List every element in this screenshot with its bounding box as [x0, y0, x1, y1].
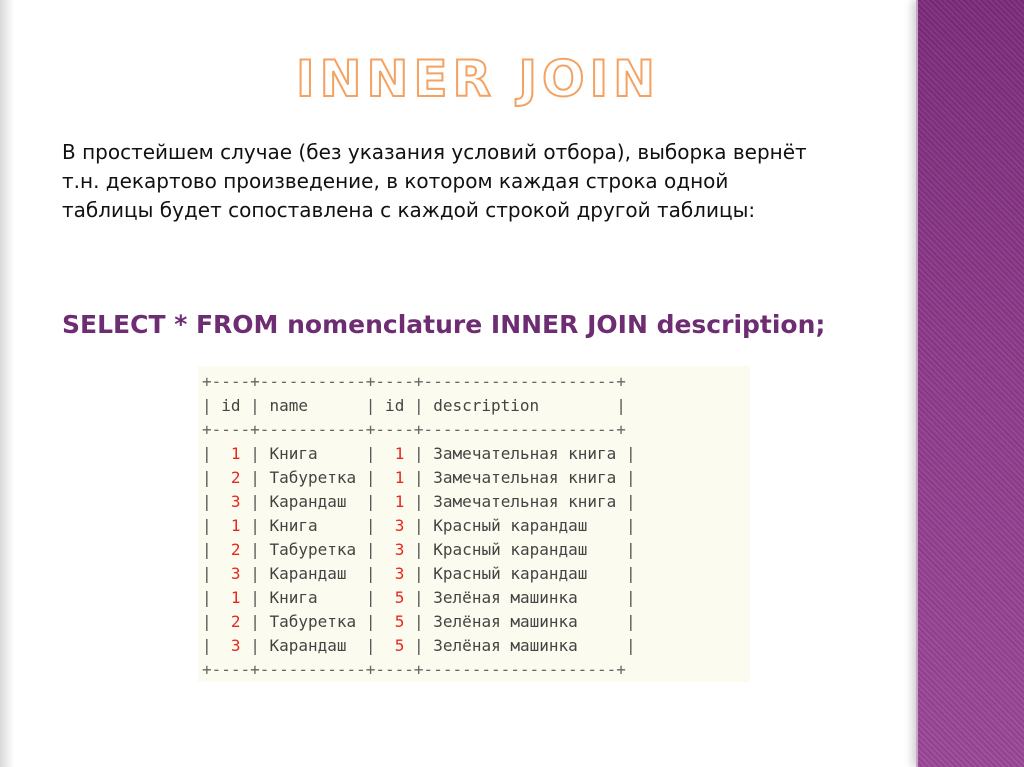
- cell-id: 2: [230, 612, 241, 631]
- cell-id: 5: [394, 636, 405, 655]
- cell-description: Зелёная машинка: [433, 612, 617, 631]
- table-row: | 1 | Книга | 5 | Зелёная машинка |: [202, 588, 636, 607]
- decorative-side-band: [916, 0, 1024, 767]
- cell-id: 1: [230, 516, 241, 535]
- table-row: | 3 | Карандаш | 5 | Зелёная машинка |: [202, 636, 636, 655]
- table-row: | 2 | Табуретка | 3 | Красный карандаш |: [202, 540, 636, 559]
- cell-name: Табуретка: [269, 612, 357, 631]
- table-row: | 3 | Карандаш | 3 | Красный карандаш |: [202, 564, 636, 583]
- cell-id: 3: [230, 564, 241, 583]
- cell-description: Зелёная машинка: [433, 588, 617, 607]
- table-row: | 3 | Карандаш | 1 | Замечательная книга |: [202, 492, 636, 511]
- cell-id: 1: [394, 444, 405, 463]
- table-border-mid: +----+-----------+----+--------------------+: [202, 420, 626, 439]
- sql-query: SELECT * FROM nomenclature INNER JOIN description;: [62, 310, 826, 339]
- cell-name: Карандаш: [269, 492, 357, 511]
- cell-id: 1: [230, 588, 241, 607]
- cell-description: Замечательная книга: [433, 492, 617, 511]
- cell-id: 5: [394, 612, 405, 631]
- header-id: id: [375, 396, 414, 415]
- body-paragraph: В простейшем случае (без указания условий отбора), выборка вернёт т.н. декартово произведение, в котором каждая строка одной таблицы будет сопоставлена с каждой строкой другой таблицы:: [62, 140, 807, 222]
- table-border-bottom: +----+-----------+----+--------------------+: [202, 660, 626, 679]
- cell-name: Книга: [269, 516, 357, 535]
- cell-name: Табуретка: [269, 468, 357, 487]
- cell-description: Зелёная машинка: [433, 636, 617, 655]
- left-edge-shadow: [0, 0, 14, 767]
- cell-id: 1: [230, 444, 241, 463]
- header-description: description: [423, 396, 617, 415]
- cell-id: 3: [230, 636, 241, 655]
- cell-name: Книга: [269, 588, 357, 607]
- table-header-row: | id | name | id | description |: [202, 396, 626, 415]
- table-row: | 2 | Табуретка | 1 | Замечательная книга |: [202, 468, 636, 487]
- cell-name: Книга: [269, 444, 357, 463]
- cell-name: Карандаш: [269, 636, 357, 655]
- cell-description: Замечательная книга: [433, 444, 617, 463]
- table-row: | 1 | Книга | 1 | Замечательная книга |: [202, 444, 636, 463]
- cell-description: Красный карандаш: [433, 564, 617, 583]
- header-name: name: [259, 396, 366, 415]
- cell-id: 3: [394, 540, 405, 559]
- cell-id: 3: [394, 564, 405, 583]
- cell-id: 5: [394, 588, 405, 607]
- header-id: id: [211, 396, 251, 415]
- cell-id: 2: [230, 540, 241, 559]
- cell-description: Замечательная книга: [433, 468, 617, 487]
- cell-name: Табуретка: [269, 540, 357, 559]
- table-border-top: +----+-----------+----+--------------------+: [202, 372, 626, 391]
- slide-title: INNER JOIN: [296, 50, 660, 108]
- cell-id: 2: [230, 468, 241, 487]
- cell-id: 1: [394, 468, 405, 487]
- table-row: | 2 | Табуретка | 5 | Зелёная машинка |: [202, 612, 636, 631]
- cell-id: 3: [394, 516, 405, 535]
- table-row: | 1 | Книга | 3 | Красный карандаш |: [202, 516, 636, 535]
- cell-name: Карандаш: [269, 564, 357, 583]
- cell-description: Красный карандаш: [433, 516, 617, 535]
- query-result-table: [198, 366, 750, 682]
- query-result-text: [202, 370, 636, 682]
- cell-description: Красный карандаш: [433, 540, 617, 559]
- cell-id: 1: [394, 492, 405, 511]
- cell-id: 3: [230, 492, 241, 511]
